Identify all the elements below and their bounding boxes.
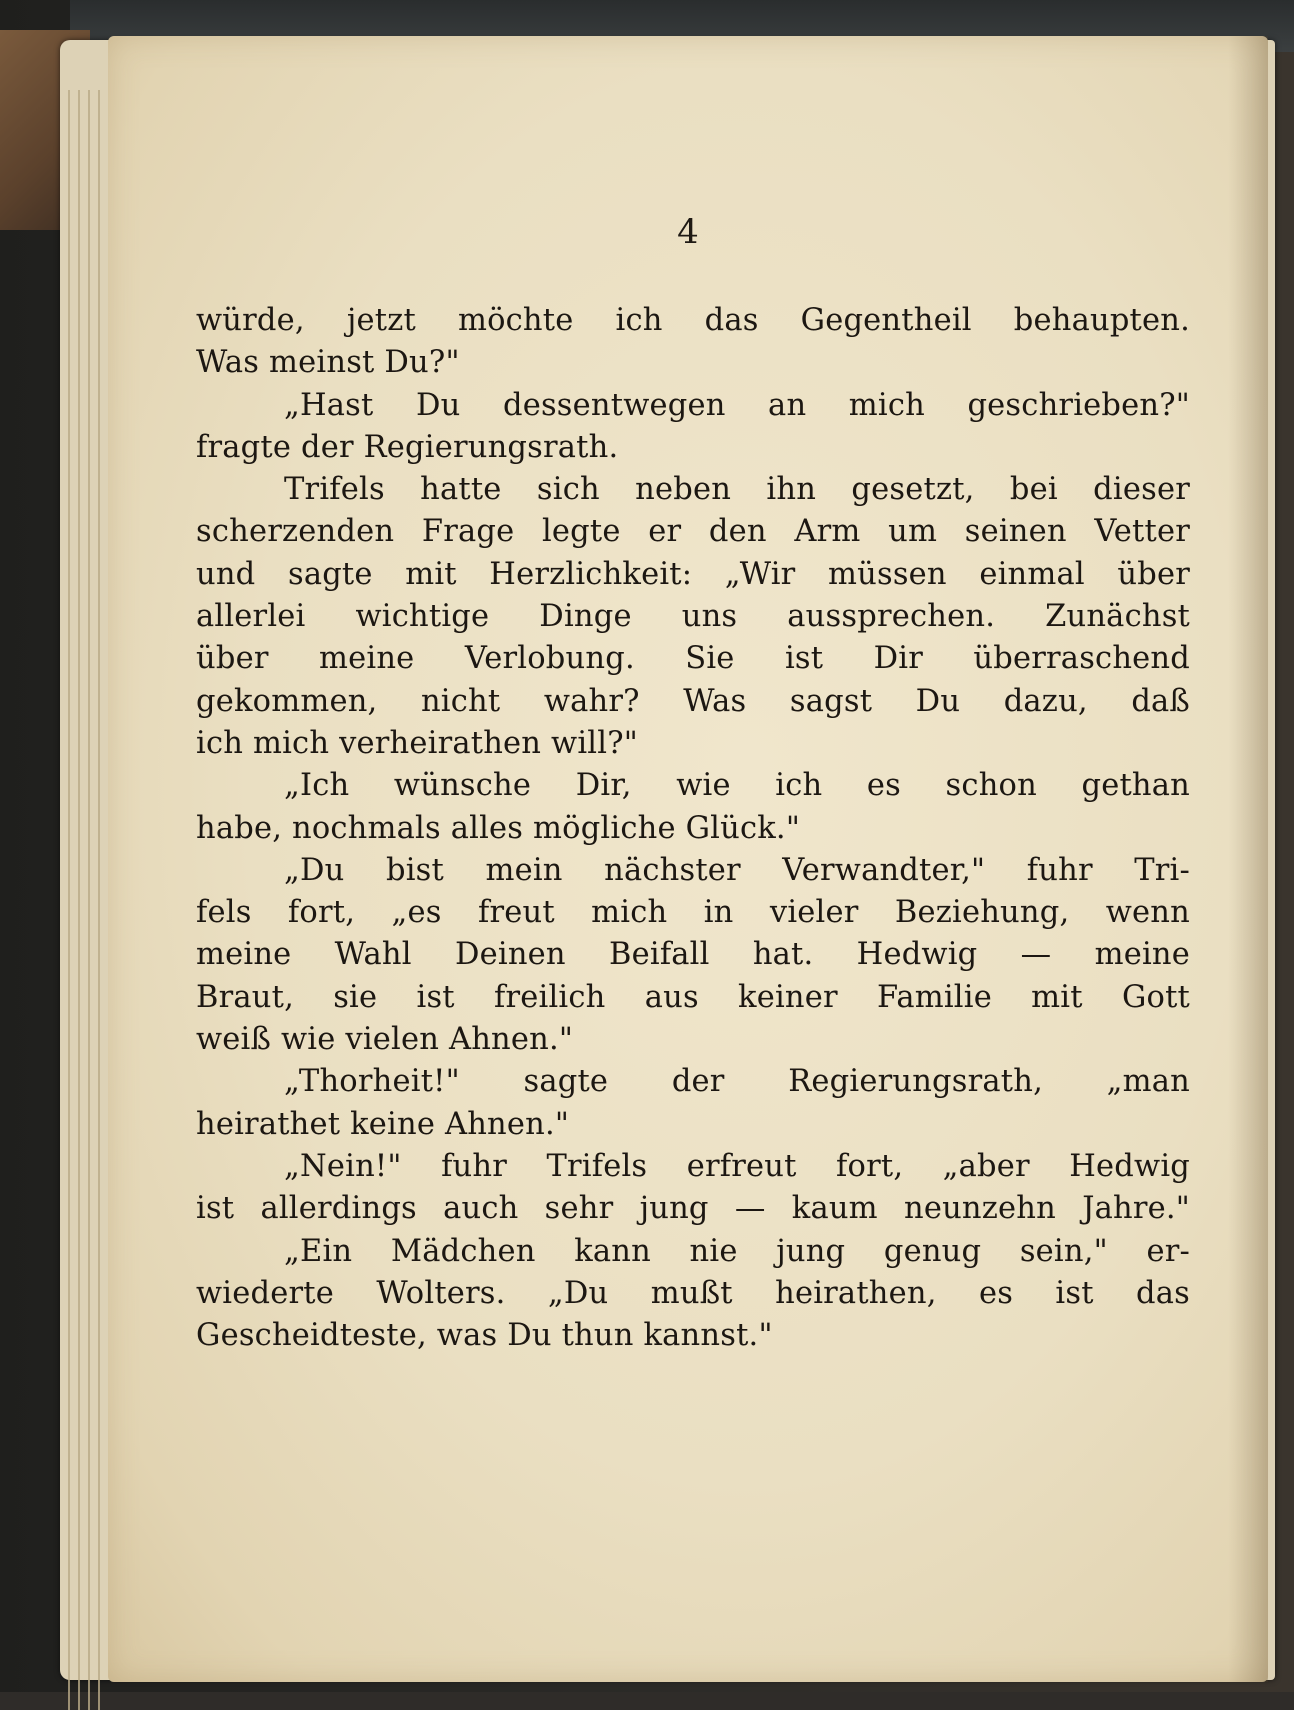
text-line: „Ein Mädchen kann nie jung genug sein," er-: [284, 1233, 1190, 1269]
page-edge: [68, 90, 70, 1710]
spine-shadow: [1228, 36, 1268, 1682]
text-line: meine Wahl Deinen Beifall hat. Hedwig — meine: [196, 937, 1190, 973]
text-line: weiß wie vielen Ahnen.": [196, 1022, 574, 1058]
page-number: 4: [677, 212, 699, 252]
text-line: ich mich verheirathen will?": [196, 725, 638, 761]
text-line: Trifels hatte sich neben ihn gesetzt, bei dieser: [284, 472, 1190, 508]
text-line: über meine Verlobung. Sie ist Dir überraschend: [196, 641, 1190, 677]
text-line: heirathet keine Ahnen.": [196, 1106, 570, 1142]
page-edge: [88, 90, 90, 1710]
text-line: „Du bist mein nächster Verwandter," fuhr Tri-: [284, 852, 1190, 888]
text-line: gekommen, nicht wahr? Was sagst Du dazu, daß: [196, 683, 1190, 719]
text-line: Gescheidteste, was Du thun kannst.": [196, 1318, 773, 1354]
page-edge: [78, 90, 80, 1710]
text-line: würde, jetzt möchte ich das Gegentheil behaupten.: [196, 303, 1190, 338]
text-line: Was meinst Du?": [196, 345, 460, 381]
text-line: „Hast Du dessentwegen an mich geschrieben?": [284, 387, 1190, 423]
text-line: wiederte Wolters. „Du mußt heirathen, es ist das: [196, 1275, 1190, 1311]
text-line: und sagte mit Herzlichkeit: „Wir müssen einmal über: [196, 556, 1190, 592]
text-line: „Thorheit!" sagte der Regierungsrath, „man: [284, 1064, 1190, 1100]
text-line: ist allerdings auch sehr jung — kaum neunzehn Jahre.": [196, 1191, 1190, 1227]
body-text: [196, 300, 1190, 1357]
text-line: fragte der Regierungsrath.: [196, 429, 619, 465]
page-edge: [98, 90, 100, 1710]
text-line: fels fort, „es freut mich in vieler Beziehung, wenn: [196, 895, 1190, 931]
text-line: habe, nochmals alles mögliche Glück.": [196, 810, 801, 846]
text-line: „Ich wünsche Dir, wie ich es schon gethan: [284, 768, 1190, 804]
text-line: allerlei wichtige Dinge uns aussprechen. Zunächst: [196, 599, 1190, 635]
text-line: „Nein!" fuhr Trifels erfreut fort, „aber Hedwig: [284, 1148, 1190, 1184]
text-line: scherzenden Frage legte er den Arm um seinen Vetter: [196, 514, 1190, 550]
text-line: Braut, sie ist freilich aus keiner Familie mit Gott: [196, 979, 1190, 1015]
